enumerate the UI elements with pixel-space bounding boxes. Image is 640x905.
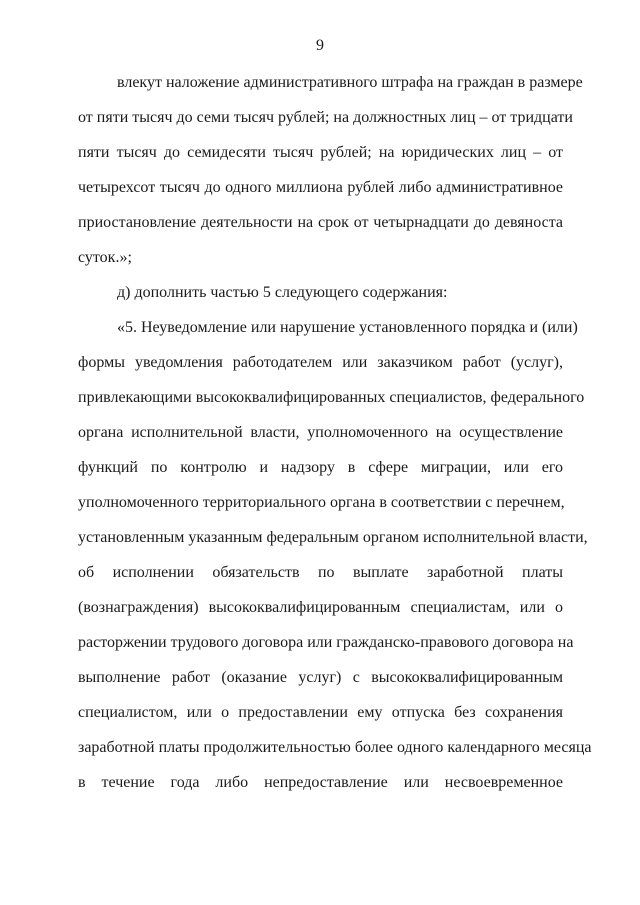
text-line: заработной платы продолжительностью более одного календарного месяца xyxy=(78,739,592,756)
text-line: д) дополнить частью 5 следующего содержания: xyxy=(117,284,448,301)
text-line: приостановление деятельности на срок от четырнадцати до девяноста xyxy=(78,214,563,231)
text-line: четырехсот тысяч до одного миллиона рублей либо административное xyxy=(78,179,563,196)
text-line: (вознаграждения) высококвалифицированным специалистам, или о xyxy=(78,599,563,616)
text-line: расторжении трудового договора или гражданско-правового договора на xyxy=(78,634,574,651)
text-line: уполномоченного территориального органа в соответствии с перечнем, xyxy=(78,494,565,511)
text-line: об исполнении обязательств по выплате заработной платы xyxy=(78,564,563,581)
text-line: функций по контролю и надзору в сфере миграции, или его xyxy=(78,459,563,476)
text-line: пяти тысяч до семидесяти тысяч рублей; на юридических лиц – от xyxy=(78,144,563,161)
text-line: влекут наложение административного штрафа на граждан в размере xyxy=(117,74,583,91)
text-line: в течение года либо непредоставление или несвоевременное xyxy=(78,774,563,791)
text-line: выполнение работ (оказание услуг) с высококвалифицированным xyxy=(78,669,563,686)
text-line: суток.»; xyxy=(78,249,132,266)
text-line: установленным указанным федеральным органом исполнительной власти, xyxy=(78,529,588,546)
text-line: привлекающими высококвалифицированных специалистов, федерального xyxy=(78,389,585,406)
text-line: «5. Неуведомление или нарушение установленного порядка и (или) xyxy=(117,319,578,336)
text-line: органа исполнительной власти, уполномоченного на осуществление xyxy=(78,424,563,441)
page-number: 9 xyxy=(316,37,324,54)
text-line: специалистом, или о предоставлении ему отпуска без сохранения xyxy=(78,704,563,721)
text-line: формы уведомления работодателем или заказчиком работ (услуг), xyxy=(78,354,563,371)
text-line: от пяти тысяч до семи тысяч рублей; на должностных лиц – от тридцати xyxy=(78,109,573,126)
